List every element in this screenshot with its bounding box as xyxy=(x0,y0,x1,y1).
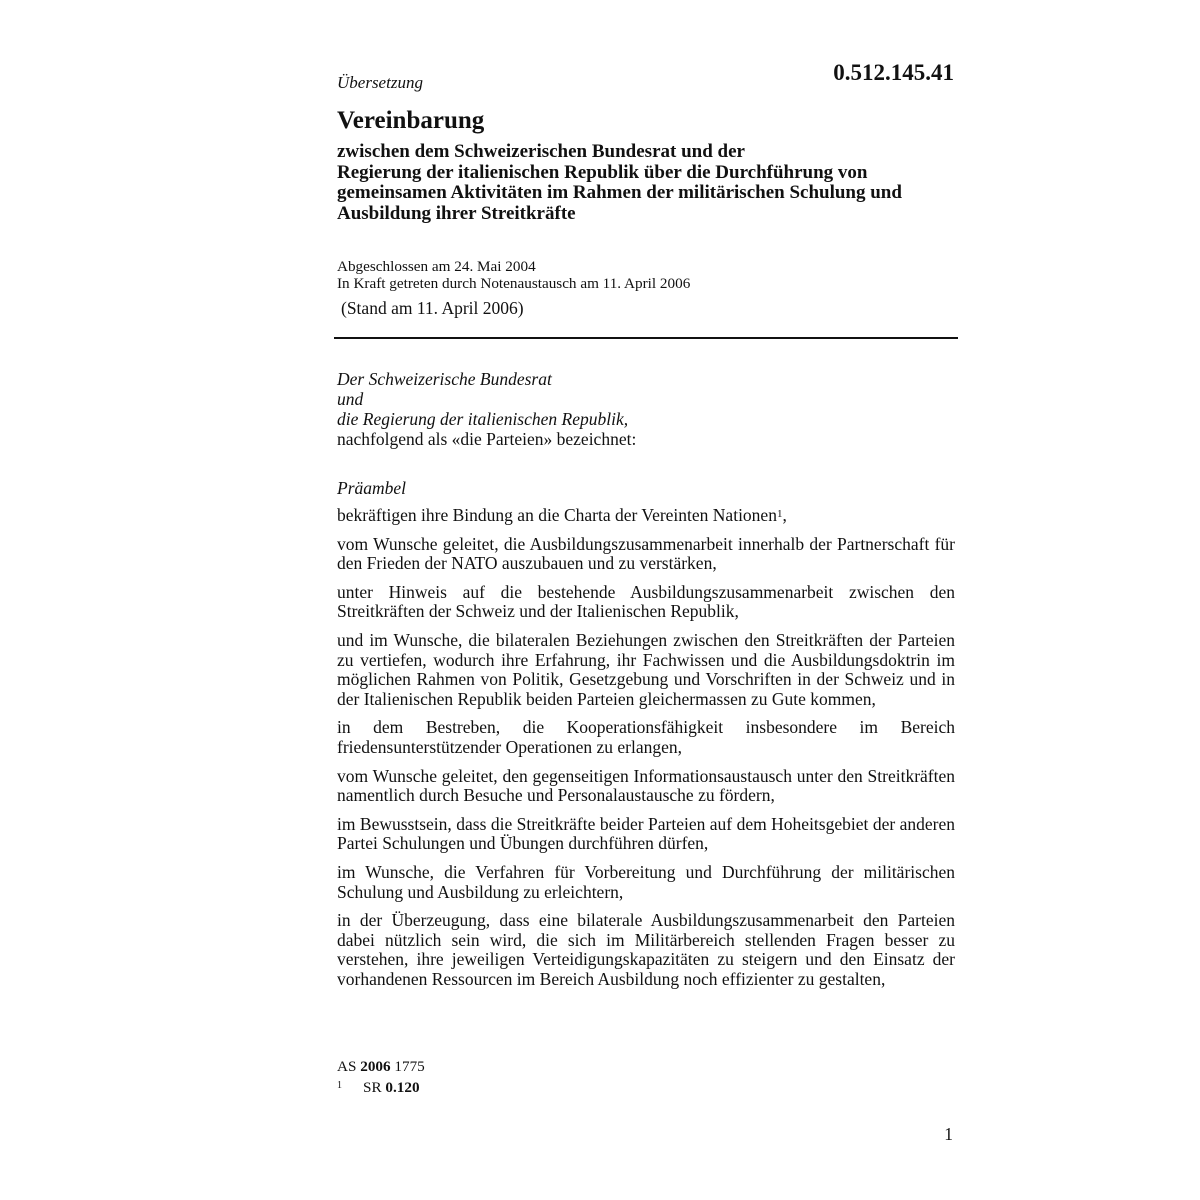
preamble-body xyxy=(337,506,955,998)
official-compilation-ref xyxy=(337,1058,425,1076)
subtitle-line: zwischen dem Schweizerischen Bundesrat und der xyxy=(337,141,745,162)
as-page: 1775 xyxy=(394,1058,425,1075)
footnote-number: 1 xyxy=(337,1080,342,1091)
document-subtitle xyxy=(337,142,977,224)
party-italy: die Regierung der italienischen Republik, xyxy=(337,409,629,429)
footnote-ref: 0.120 xyxy=(385,1079,420,1096)
preamble-paragraph: vom Wunsche geleitet, den gegenseitigen Informationsaustausch unter den Streitkräften namentlich durch Besuche und Personalaustausche zu fördern, xyxy=(337,765,955,806)
preamble-paragraph: vom Wunsche geleitet, die Ausbildungszusammenarbeit innerhalb der Partnerschaft für den Frieden der NATO auszubauen und zu verstärken, xyxy=(337,533,955,574)
in-force-date: In Kraft getreten durch Notenaustausch am 11. April 2006 xyxy=(337,274,691,292)
status-date: (Stand am 11. April 2006) xyxy=(341,298,524,318)
preamble-first-tail: , xyxy=(782,505,787,525)
preamble-first-text: bekräftigen ihre Bindung an die Charta der Vereinten Nationen xyxy=(337,505,777,525)
as-year: 2006 xyxy=(360,1058,391,1075)
preamble-heading: Präambel xyxy=(337,478,407,498)
footnote-mark: 1 xyxy=(776,508,783,520)
horizontal-rule xyxy=(334,337,958,339)
preamble-paragraph: im Bewusstsein, dass die Streitkräfte beider Parteien auf dem Hoheitsgebiet der anderen Partei Schulungen und Übungen durchführen dürfen, xyxy=(337,813,955,854)
parties-block xyxy=(337,369,636,449)
subtitle-line: Regierung der italienischen Republik über die Durchführung von xyxy=(337,161,868,183)
document-title: Vereinbarung xyxy=(337,107,485,134)
page-number: 1 xyxy=(944,1124,953,1144)
as-prefix: AS xyxy=(337,1058,357,1075)
subtitle-line: Ausbildung ihrer Streitkräfte xyxy=(337,202,576,224)
footnote-prefix: SR xyxy=(363,1079,382,1096)
preamble-paragraph xyxy=(337,506,955,526)
preamble-paragraph: in dem Bestreben, die Kooperationsfähigkeit insbesondere im Bereich friedensunterstützender Operationen zu erlangen, xyxy=(337,717,955,757)
subtitle-line: gemeinsamen Aktivitäten im Rahmen der militärischen Schulung und xyxy=(337,182,902,203)
footnote xyxy=(337,1079,420,1097)
sr-number: 0.512.145.41 xyxy=(833,60,954,85)
party-swiss: Der Schweizerische Bundesrat xyxy=(337,369,552,389)
preamble-paragraph: im Wunsche, die Verfahren für Vorbereitung und Durchführung der militärischen Schulung und Ausbildung zu erleichtern, xyxy=(337,861,955,902)
preamble-paragraph: und im Wunsche, die bilateralen Beziehungen zwischen den Streitkräften der Parteien zu vertiefen, wodurch ihre Erfahrung, ihr Fachwissen und die Ausbildungsdoktrin im möglichen Rahmen von Politik, Gesetzgebung und Vorschriften in der Schweiz und in der Italienischen Republik beiden Parteien gleichermassen zu Gute kommen, xyxy=(337,629,955,709)
party-conjunction: und xyxy=(337,389,364,409)
preamble-paragraph: unter Hinweis auf die bestehende Ausbildungszusammenarbeit zwischen den Streitkräften der Schweiz und der Italienischen Republik, xyxy=(337,581,955,622)
concluded-date: Abgeschlossen am 24. Mai 2004 xyxy=(337,258,536,275)
translation-label: Übersetzung xyxy=(337,73,423,92)
parties-designation: nachfolgend als «die Parteien» bezeichnet: xyxy=(337,429,637,449)
preamble-paragraph: in der Überzeugung, dass eine bilaterale Ausbildungszusammenarbeit den Parteien dabei nützlich sein wird, die sich im Militärbereich stellenden Fragen besser zu verstehen, ihre jeweiligen Verteidigungskapazitäten zu steigern und den Einsatz der vorhandenen Ressourcen im Bereich Ausbildung noch effizienter zu gestalten, xyxy=(337,910,955,989)
date-block xyxy=(337,259,690,292)
